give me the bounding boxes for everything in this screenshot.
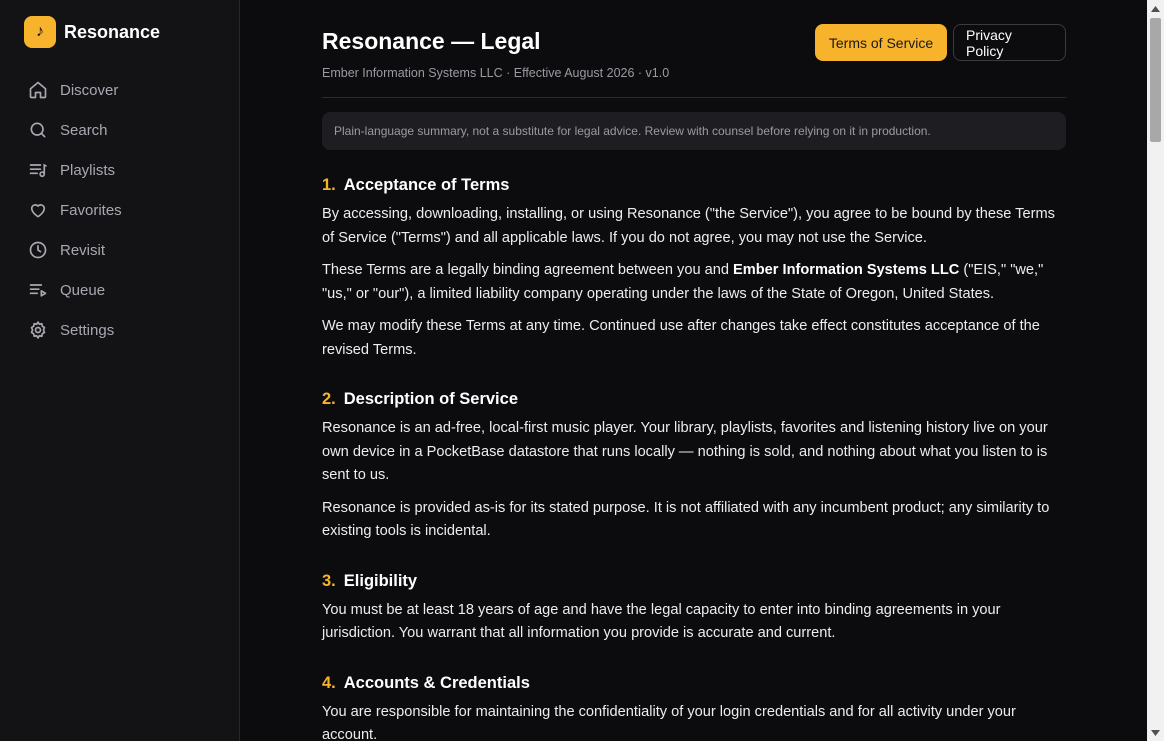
vertical-scrollbar[interactable] (1147, 0, 1164, 741)
scrollbar-thumb[interactable] (1150, 18, 1161, 142)
sidebar-item-discover[interactable] (16, 70, 224, 110)
section-heading (322, 176, 1066, 195)
scroll-up-arrow-icon[interactable] (1147, 0, 1164, 17)
section-heading (322, 674, 1066, 693)
sidebar (0, 0, 240, 741)
clock-icon (28, 240, 48, 260)
main-content (241, 0, 1147, 741)
music-note-icon: ♪ (24, 16, 56, 48)
sidebar-item-label: Revisit (60, 241, 106, 259)
section-number: 1. (322, 176, 336, 194)
sidebar-item-label: Search (60, 121, 108, 139)
brand-name: Resonance (64, 21, 161, 42)
disclaimer-notice: Plain-language summary, not a substitute for legal advice. Review with counsel before relying on it in production. (322, 112, 1066, 150)
sidebar-item-label: Queue (60, 281, 106, 299)
section-acceptance-of-terms (322, 176, 1066, 362)
home-icon (28, 80, 48, 100)
sidebar-item-favorites[interactable] (16, 190, 224, 230)
tab-privacy-policy[interactable]: Privacy Policy (953, 24, 1066, 61)
paragraph: Resonance is provided as-is for its stated purpose. It is not affiliated with any incumbent product; any similarity to existing tools is incidental. (322, 499, 1050, 539)
paragraph-text: These Terms are a legally binding agreement between you and (322, 262, 734, 278)
sidebar-item-revisit[interactable] (16, 230, 224, 270)
section-title: Accounts & Credentials (343, 673, 530, 692)
sidebar-item-settings[interactable] (16, 310, 224, 350)
legal-tabs (809, 24, 1066, 61)
page-subtitle: Ember Information Systems LLC · Effective August 2026 · v1.0 (322, 66, 670, 80)
section-eligibility (322, 572, 1066, 646)
gear-icon (28, 320, 48, 340)
section-title: Acceptance of Terms (343, 176, 510, 194)
section-number: 4. (322, 673, 336, 692)
section-accounts-credentials (322, 674, 1066, 741)
search-icon (28, 120, 48, 140)
paragraph: You are responsible for maintaining the confidentiality of your login credentials and for all activity under your account. (322, 703, 1016, 741)
tab-terms-of-service[interactable]: Terms of Service (815, 24, 947, 61)
sidebar-nav (16, 70, 224, 350)
sidebar-item-playlists[interactable] (16, 150, 224, 190)
section-number: 2. (322, 390, 336, 408)
paragraph-text: ("EIS," "we," "us," or "our"), a limited liability company operating under the laws of the State of Oregon, United States. (322, 262, 1044, 302)
section-heading (322, 572, 1066, 591)
sidebar-item-label: Playlists (60, 161, 116, 179)
brand[interactable] (24, 16, 160, 48)
company-name: Ember Information Systems LLC (733, 262, 960, 278)
sidebar-item-label: Discover (60, 81, 119, 99)
scroll-down-arrow-icon[interactable] (1147, 724, 1164, 741)
page-header (322, 0, 1066, 98)
paragraph (322, 259, 1066, 306)
paragraph: By accessing, downloading, installing, or using Resonance ("the Service"), you agree to be bound by these Terms of Service ("Terms") and all applicable laws. If you do not agree, you may not use the Service. (322, 206, 1055, 246)
sidebar-item-label: Settings (60, 321, 115, 339)
section-description-of-service (322, 390, 1066, 544)
section-title: Description of Service (343, 390, 518, 408)
paragraph: We may modify these Terms at any time. Continued use after changes take effect constitutes acceptance of the revised Terms. (322, 318, 1040, 358)
heart-icon (28, 200, 48, 220)
sidebar-item-search[interactable] (16, 110, 224, 150)
section-number: 3. (322, 571, 336, 590)
page-title: Resonance — Legal (322, 28, 541, 54)
queue-icon (28, 280, 48, 300)
section-heading (322, 390, 1066, 409)
playlist-icon (28, 160, 48, 180)
sidebar-item-queue[interactable] (16, 270, 224, 310)
paragraph: You must be at least 18 years of age and have the legal capacity to enter into binding agreements in your jurisdiction. You warrant that all information you provide is accurate and current. (322, 601, 1001, 641)
legal-document (322, 0, 1066, 741)
paragraph: Resonance is an ad-free, local-first music player. Your library, playlists, favorites and listening history live on your own device in a PocketBase datastore that runs locally — nothing is sold, and nothing about what you listen to is sent to us. (322, 420, 1048, 483)
section-title: Eligibility (343, 571, 418, 590)
sidebar-item-label: Favorites (60, 201, 122, 219)
